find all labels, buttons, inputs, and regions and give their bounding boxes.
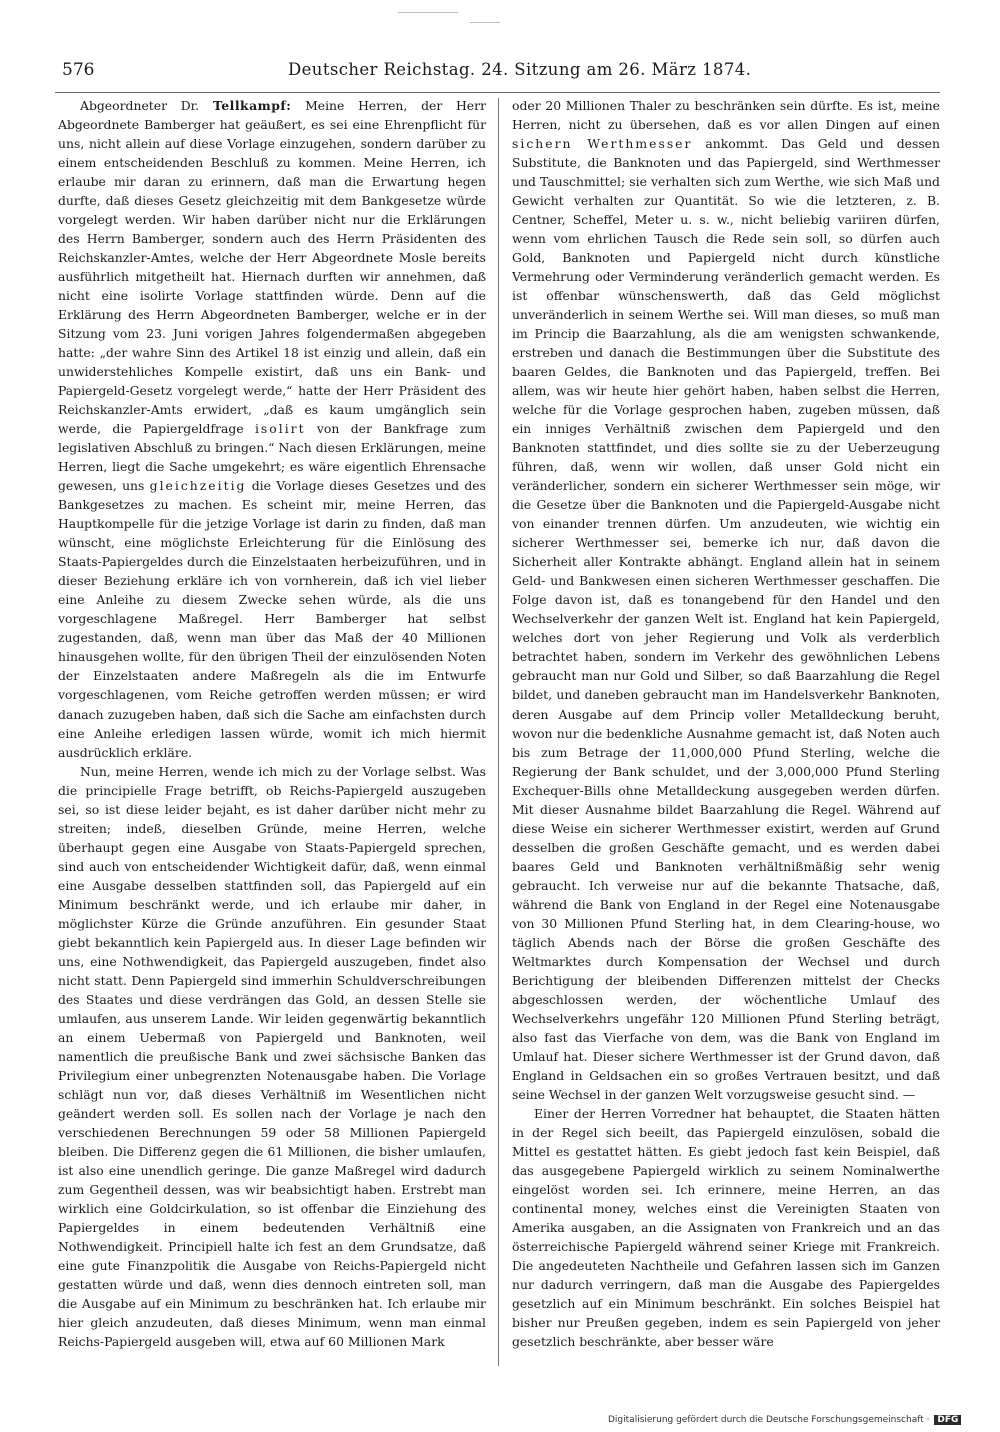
right-column (512, 96, 940, 1351)
text-run: Meine Herren, der Herr Abgeordnete Bamberger hat geäußert, es sei eine Ehrenpflicht für uns, nicht allein auf diese Vorlage einzugehen, sondern darüber zu einem entscheidenden Beschluß zu kommen. Meine Herren, ich erlaube mir daran zu erinnern, daß man die Erwartung hegen durfte, daß dieses Gesetz gleichzeitig mit dem Bankgesetze würde vorgelegt werden. Wir haben darüber nicht nur die Erklärungen des Herrn Bamberger, sondern auch des Herrn Präsidenten des Reichskanzler-Amtes, welche der Herr Abgeordnete Mosle bereits ausführlich mitgetheilt hat. Hiernach durften wir annehmen, daß nicht eine isolirte Vorlage stattfinden würde. Denn auf die Erklärung des Herrn Abgeordneten Bamberger, welche er in der Sitzung vom 23. Juni vorigen Jahres folgendermaßen abgegeben hatte: „der wahre Sinn des Artikel 18 ist einzig und allein, daß ein unwiderstehliches Kompelle existirt, daß uns ein Bank- und Papiergeld-Gesetz vorgelegt werde,“ hatte der Herr Präsident des Reichskanzler-Amts erwidert, „daß es kaum umgänglich sein werde, die Papiergeldfrage (58, 98, 486, 437)
speaker-name: Tellkampf: (212, 98, 292, 113)
footer-text: Digitalisierung gefördert durch die Deutsche Forschungsgemeinschaft (608, 1415, 924, 1425)
paragraph (512, 96, 940, 1104)
page-number: 576 (62, 60, 95, 80)
text-run: von der Bankfrage zum legislativen Abschluß zu bringen.“ Nach diesen Erklärungen, meine Herren, liegt die Sache umgekehrt; es wäre eigentlich Ehrensache gewesen, uns (58, 421, 486, 494)
left-column (58, 96, 486, 1351)
text-run: ankommt. Das Geld und dessen Substitute, die Banknoten und das Papiergeld, sind Werthmesser und Tauschmittel; sie verhalten sich zum Werthe, wie sich Maß und Gewicht verhalten zur Quantität. So wie die letzteren, z. B. Centner, Scheffel, Meter u. s. w., nicht beliebig variiren dürfen, wenn vom ehrlichen Tausch die Rede sein soll, so dürfen auch Gold, Banknoten und Papiergeld nicht durch künstliche Vermehrung oder Verminderung veränderlich gemacht werden. Es ist offenbar wünschenswerth, daß das Geld möglichst unveränderlich in seinem Werthe sei. Will man dieses, so muß man im Princip die Baarzahlung, als die am wenigsten schwankende, erstreben und danach die Bestimmungen über die Substitute des baaren Geldes, die Banknoten und das Papiergeld, treffen. Bei allem, was wir heute hier gehört haben, haben selbst die Herren, welche für die Vorlage gesprochen haben, zugeben müssen, daß ein inniges Verhältniß zwischen dem Papiergeld und den Banknoten stattfindet, und dies sollte sie zu der Ueberzeugung führen, daß, wenn wir wollen, daß unser Gold nicht ein veränderlicher, sondern ein sicherer Werthmesser sein möge, wir die Gesetze über die Banknoten und die Papiergeld-Ausgabe nicht von einander trennen dürfen. Um anzudeuten, wie wichtig ein sicherer Werthmesser sei, bemerke ich nur, daß davon die Sicherheit aller Kontrakte abhängt. England allein hat in seinem Geld- und Bankwesen einen sicheren Werthmesser geschaffen. Die Folge davon ist, daß es tonangebend für den Handel und den Wechselverkehr der ganzen Welt ist. England hat kein Papiergeld, welches dort von jeher Regierung und Volk als verderblich betrachtet haben, sondern im Verkehr des gewöhnlichen Lebens gebraucht man nur Gold und Silber, so daß Baarzahlung die Regel bildet, und daneben gebraucht man im Handelsverkehr Banknoten, deren Ausgabe auf dem Princip voller Metalldeckung beruht, wovon nur die bedenkliche Ausnahme gemacht ist, daß Noten auch bis zum Betrage der 11,000,000 Pfund Sterling, welche die Regierung der Bank schuldet, und der 3,000,000 Pfund Sterling Exchequer-Bills ohne Metalldeckung ausgegeben werden dürfen. Mit dieser Ausnahme bildet Baarzahlung die Regel. Während auf diese Weise ein sicherer Werthmesser existirt, werden auf Grund desselben die großen Geschäfte gemacht, und es werden dabei baares Geld und Banknoten verhältnißmäßig sehr wenig gebraucht. Ich verweise nur auf die bekannte Thatsache, daß, während die Bank von England in der Regel eine Notenausgabe von 30 Millionen Pfund Sterling hat, in dem Clearing-house, wo täglich Abends nach der Börse die großen Geschäfte des Weltmarktes durch Kompensation der Wechsel und durch Berichtigung der bleibenden Differenzen mittelst der Checks abgeschlossen werden, der wöchentliche Umlauf des Wechselverkehrs ungefähr 120 Millionen Pfund Sterling beträgt, also fast das Vierfache von dem, was die Bank von England im Umlauf hat. Dieser sichere Werthmesser ist der Grund davon, daß England in Geldsachen ein so großes Vertrauen besitzt, und daß seine Wechsel in der ganzen Welt vorzugsweise gesucht sind. — (512, 136, 940, 1102)
scan-artifact (398, 12, 458, 13)
emphasis-text: gleichzeitig (149, 478, 247, 494)
running-head: Deutscher Reichstag. 24. Sitzung am 26. März 1874. (288, 60, 752, 79)
column-divider (498, 98, 499, 1366)
paragraph: Nun, meine Herren, wende ich mich zu der Vorlage selbst. Was die principielle Frage betrifft, ob Reichs-Papiergeld auszugeben sei, so ist diese leider bejaht, es ist daher darüber nicht mehr zu streiten; indeß, dieselben Gründe, meine Herren, welche überhaupt gegen eine Ausgabe von Staats-Papiergeld sprechen, sind auch von entscheidender Wichtigkeit dafür, daß, wenn einmal eine Ausgabe desselben stattfinden soll, das Papiergeld auf ein Minimum beschränkt werde, und ich erlaube mir daher, in möglichster Kürze die Gründe anzuführen. Ein gesunder Staat giebt bekanntlich kein Papiergeld aus. In dieser Lage befinden wir uns, eine Nothwendigkeit, das Papiergeld auszugeben, findet also nicht statt. Denn Papiergeld sind immerhin Schuldverschreibungen des Staates und diese verdrängen das Gold, an dessen Stelle sie umlaufen, aus unserem Lande. Wir leiden gegenwärtig bekanntlich an einem Uebermaß von Papiergeld und Banknoten, weil namentlich die preußische Bank und zwei sächsische Banken das Privilegium einer unbegrenzten Notenausgabe haben. Die Vorlage schlägt nun vor, daß dieses Verhältniß im Wesentlichen nicht geändert werden soll. Es sollen nach der Vorlage je nach den verschiedenen Berechnungen 59 oder 58 Millionen Papiergeld bleiben. Die Differenz gegen die 61 Millionen, die bisher umlaufen, ist also eine unendlich geringe. Die ganze Maßregel wird dadurch zum Gegentheil dessen, was wir beabsichtigt haben. Erstrebt man wirklich eine Goldcirkulation, so ist offenbar die Einziehung des Papiergeldes in einem bedeutenden Verhältniß eine Nothwendigkeit. Principiell halte ich fest an dem Grundsatze, daß eine gute Finanzpolitik die Ausgabe von Reichs-Papiergeld nicht gestatten würde und daß, wenn dies dennoch eintreten soll, man die Ausgabe auf ein Minimum zu beschränken hat. Ich erlaube mir hier gleich anzudeuten, daß dieses Minimum, wenn man einmal Reichs-Papiergeld ausgeben will, etwa auf 60 Millionen Mark (58, 763, 486, 1350)
paragraph (58, 96, 486, 762)
text-run: die Vorlage dieses Gesetzes und des Bankgesetzes zu machen. Es scheint mir, meine Herren, das Hauptkompelle für die jetzige Vorlage ist darin zu finden, daß man wünscht, eine möglichste Erleichterung für die Einlösung des Staats-Papiergeldes durch die Einzelstaaten herbeizuführen, und in dieser Beziehung erkläre ich von vornherein, daß ich viel lieber eine Anleihe zu diesem Zwecke sehen würde, als die uns vorgeschlagene Maßregel. Herr Bamberger hat selbst zugestanden, daß, wenn man über das Maß der 40 Millionen hinausgehen wollte, für den übrigen Theil der einzulösenden Noten der Einzelstaaten andere Maßregeln als die im Entwurfe vorgeschlagenen, vom Reiche getroffen werden müssen; er wird danach zuzugeben haben, daß sich die Sache am einfachsten durch eine Anleihe erledigen lassen würde, womit ich mich hiermit ausdrücklich erkläre. (58, 478, 486, 760)
digitization-credit: Digitalisierung gefördert durch die Deutsche Forschungsgemeinschaft · DFG (608, 1415, 961, 1425)
scan-artifact (470, 22, 500, 23)
emphasis-text: isolirt (254, 421, 306, 437)
paragraph: Einer der Herren Vorredner hat behauptet, die Staaten hätten in der Regel sich beeilt, das Papiergeld einzulösen, sobald die Mittel es gestattet hätten. Es giebt jedoch fast kein Beispiel, daß das ausgegebene Papiergeld wirklich zu seinem Nominalwerthe eingelöst worden sei. Ich erinnere, meine Herren, an das continental money, welches einst die Vereinigten Staaten von Amerika ausgaben, an die Assignaten von Frankreich und an das österreichische Papiergeld während seiner Kriege mit Frankreich. Die angedeuteten Nachtheile und Gefahren lassen sich im Ganzen nur dadurch verringern, daß man die Ausgabe des Papiergeldes gesetzlich auf ein Minimum beschränkt. Ein solches Beispiel hat bisher nur Preußen gegeben, indem es sein Papiergeld von jeher gesetzlich beschränkte, aber besser wäre (512, 1105, 940, 1350)
speaker-intro: Abgeordneter Dr. (80, 98, 200, 113)
text-run: oder 20 Millionen Thaler zu beschränken sein dürfte. Es ist, meine Herren, nicht zu übersehen, daß es vor allen Dingen auf einen (512, 98, 940, 133)
emphasis-text: sichern Werthmesser (512, 136, 693, 152)
dfg-logo: DFG (934, 1415, 961, 1425)
header-rule (55, 92, 940, 93)
